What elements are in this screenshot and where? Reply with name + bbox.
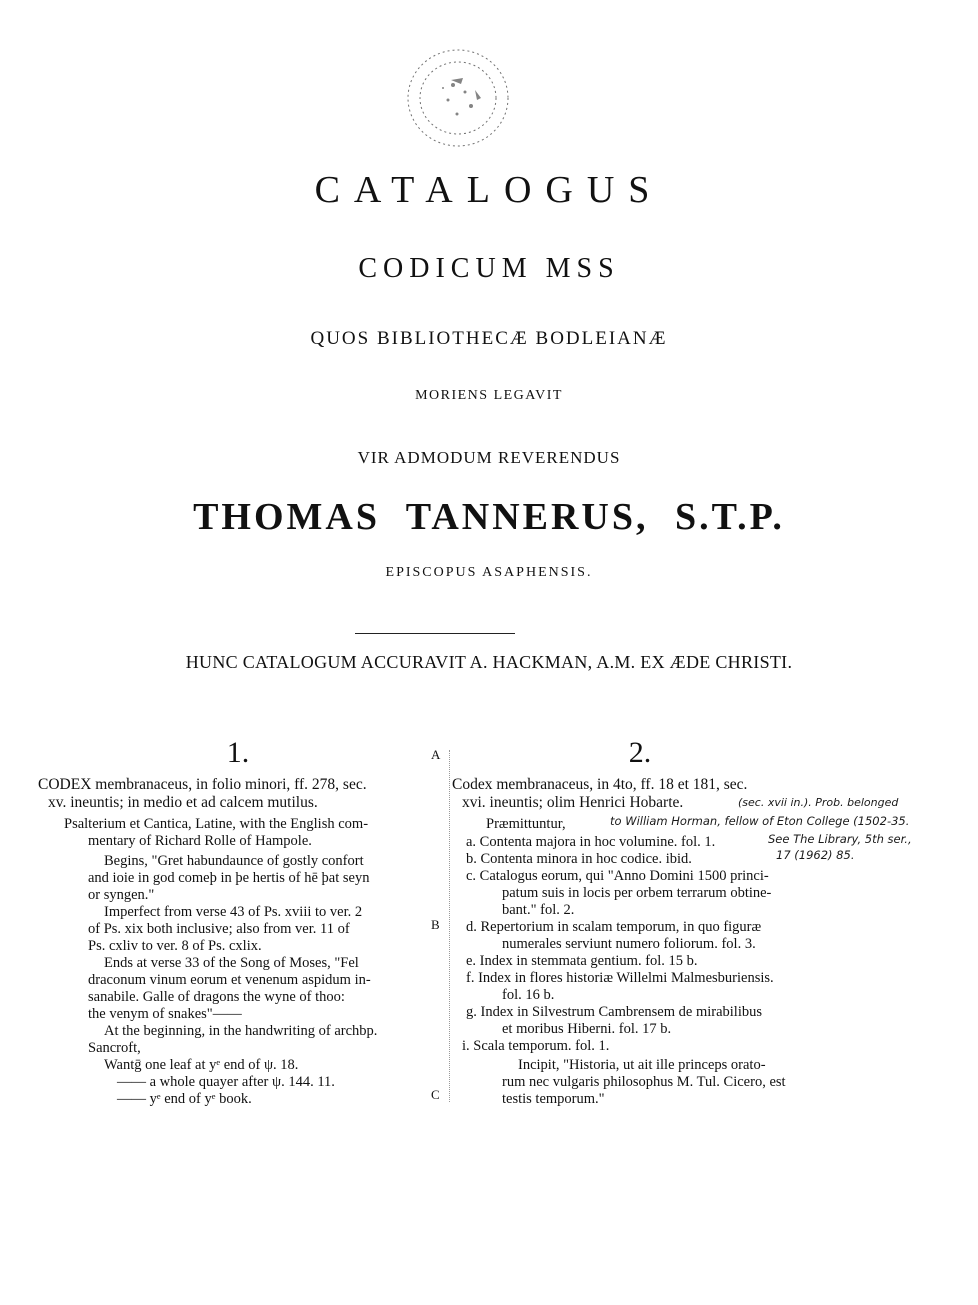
entry1-line: and ioie in god comeþ in þe hertis of hē þat seyn — [88, 870, 370, 886]
entry2-line: xvi. ineuntis; olim Henrici Hobarte. — [462, 794, 684, 811]
entry1-line: xv. ineuntis; in medio et ad calcem mutilus. — [48, 794, 318, 811]
entry1-line: At the beginning, in the handwriting of archbp. — [104, 1023, 378, 1039]
entry1-line: sanabile. Galle of dragons the wyne of thoo: — [88, 989, 345, 1005]
quos-line: QUOS BIBLIOTHECÆ BODLEIANÆ — [310, 328, 668, 349]
entry2-number: 2. — [628, 736, 652, 769]
margin-letter-b: B — [431, 917, 440, 932]
entry1-line: or syngen." — [88, 887, 155, 903]
entry1-line: Wantḡ one leaf at yᵉ end of ψ. 18. — [104, 1057, 299, 1073]
episcopus-line: EPISCOPUS ASAPHENSIS. — [385, 565, 593, 580]
handwritten-note: to William Horman, fellow of Eton College (1502-35. — [610, 814, 910, 828]
entry1-line: of Ps. xix both inclusive; also from ver. 11 of — [88, 921, 350, 937]
entry2-line: testis temporum." — [502, 1091, 605, 1107]
entry1-line: —— a whole quayer after ψ. 144. 11. — [117, 1074, 335, 1090]
entry2-line: f. Index in flores historiæ Willelmi Malmesburiensis. — [466, 970, 774, 986]
entry2-line: rum nec vulgaris philosophus M. Tul. Cicero, est — [502, 1074, 786, 1090]
entry1-number: 1. — [226, 736, 250, 769]
margin-letter-c: C — [431, 1087, 440, 1102]
entry1-line: CODEX membranaceus, in folio minori, ff. 278, sec. — [38, 776, 367, 793]
entry1-line: Ends at verse 33 of the Song of Moses, "Fel — [104, 955, 359, 971]
entry2-line: g. Index in Silvestrum Cambrensem de mirabilibus — [466, 1004, 762, 1020]
handwritten-note: (sec. xvii in.). Prob. belonged — [738, 796, 899, 809]
handwritten-note: 17 (1962) 85. — [776, 848, 855, 862]
entry1-line: Begins, "Gret habundaunce of gostly confort — [104, 853, 364, 869]
entry2-line: a. Contenta majora in hoc volumine. fol. 1. — [466, 834, 716, 850]
entry2-line: bant." fol. 2. — [502, 902, 575, 918]
entry2-line: c. Catalogus eorum, qui "Anno Domini 1500 princi- — [466, 868, 769, 884]
entry2-line: e. Index in stemmata gentium. fol. 15 b. — [466, 953, 698, 969]
handwritten-note: See The Library, 5th ser., — [768, 832, 912, 846]
entry2-line: Præmittuntur, — [486, 816, 566, 832]
entry1-line: Imperfect from verse 43 of Ps. xviii to ver. 2 — [104, 904, 363, 920]
entry2-line: patum suis in locis per orbem terrarum obtine- — [502, 885, 772, 901]
entry2-line: Incipit, "Historia, ut ait ille princeps orato- — [518, 1057, 766, 1073]
entry1-line: mentary of Richard Rolle of Hampole. — [88, 833, 312, 849]
vir-line: VIR ADMODUM REVERENDUS — [357, 448, 621, 467]
column-separator — [449, 750, 450, 1102]
entry2-line: b. Contenta minora in hoc codice. ibid. — [466, 851, 692, 867]
entry2-line: Codex membranaceus, in 4to, ff. 18 et 181, sec. — [452, 776, 748, 793]
entry2-line: numerales serviunt numero foliorum. fol. 3. — [502, 936, 756, 952]
entry2-line: d. Repertorium in scalam temporum, in quo figuræ — [466, 919, 762, 935]
compiler-line: HUNC CATALOGUM ACCURAVIT A. HACKMAN, A.M. EX ÆDE CHRISTI. — [185, 652, 793, 672]
entry1-line: the venym of snakes"—— — [88, 1006, 242, 1022]
entry1-line: —— yᵉ end of yᵉ book. — [117, 1091, 252, 1107]
entry1-line: Ps. cxliv to ver. 8 of Ps. cxlix. — [88, 938, 262, 954]
entry1-line: Sancroft, — [88, 1040, 141, 1056]
library-stamp-icon — [393, 40, 523, 160]
margin-letter-a: A — [431, 747, 441, 762]
catalogus-title: CATALOGUS — [314, 169, 664, 211]
entry2-line: et moribus Hiberni. fol. 17 b. — [502, 1021, 672, 1037]
title-divider — [355, 633, 515, 634]
moriens-line: MORIENS LEGAVIT — [415, 388, 563, 403]
entry1-line: Psalterium et Cantica, Latine, with the English com- — [64, 816, 369, 832]
donor-name: THOMAS TANNERUS, S.T.P. — [193, 496, 785, 538]
entry2-line: fol. 16 b. — [502, 987, 555, 1003]
entry1-line: draconum vinum eorum et venenum aspidum in- — [88, 972, 371, 988]
library-stamp — [393, 40, 523, 160]
codicum-subtitle: CODICUM MSS — [358, 253, 620, 284]
entry2-line: i. Scala temporum. fol. 1. — [462, 1038, 610, 1054]
